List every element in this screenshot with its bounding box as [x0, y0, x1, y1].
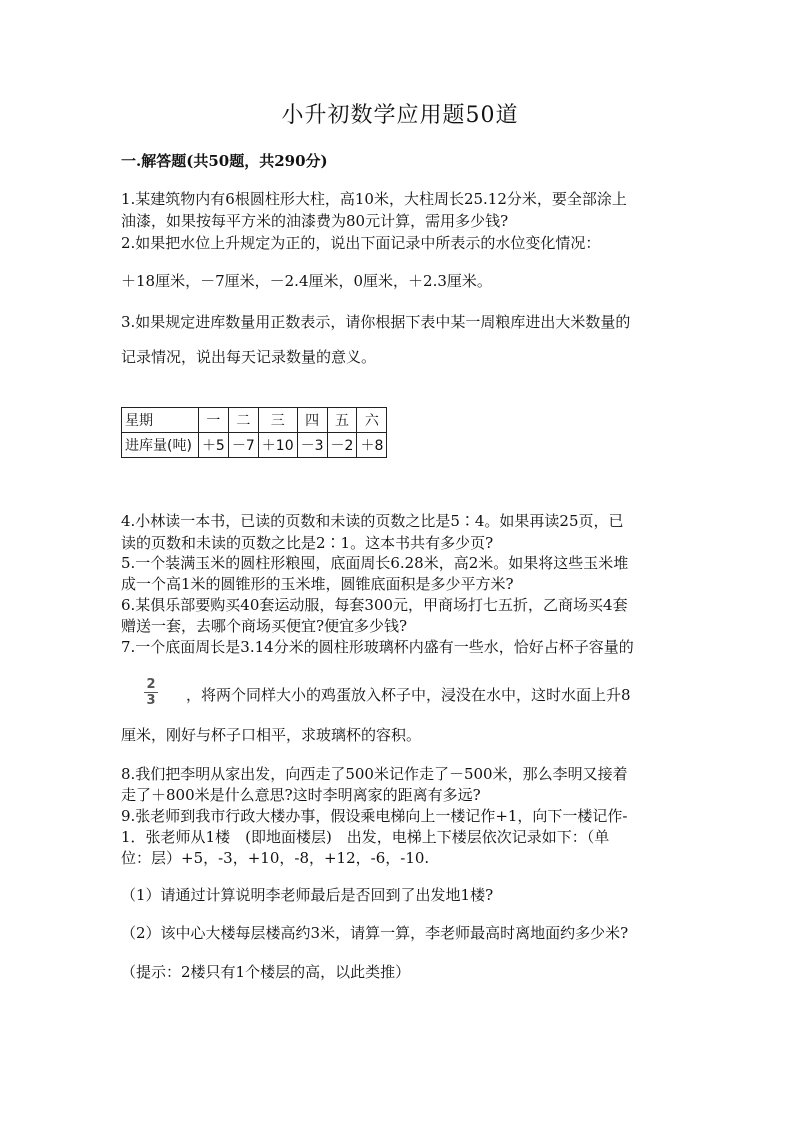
- fraction-denominator: 3: [146, 693, 156, 708]
- q9-hint: （提示：2楼只有1个楼层的高，以此类推）: [121, 963, 411, 981]
- q9-part-2: （2）该中心大楼每层楼高约3米，请算一算，李老师最高时离地面约多少米?: [121, 924, 629, 942]
- q7-line-1: 7.一个底面周长是3.14分米的圆柱形玻璃杯内盛有一些水，恰好占杯子容量的: [121, 638, 634, 656]
- q7-line-2: ，将两个同样大小的鸡蛋放入杯子中，浸没在水中，这时水面上升8: [186, 686, 631, 704]
- q6-line-1: 6.某俱乐部要购买40套运动服，每套300元，甲商场打七五折，乙商场买4套: [121, 596, 628, 614]
- q8-line-2: 走了＋800米是什么意思?这时李明离家的距离有多远?: [121, 786, 481, 804]
- table-value: －3: [297, 433, 327, 458]
- q4-line-1: 4.小林读一本书，已读的页数和未读的页数之比是5∶4。如果再读25页，已: [121, 512, 624, 530]
- table-day: 三: [258, 408, 297, 433]
- table-value: －7: [228, 433, 258, 458]
- q1-line-1: 1.某建筑物内有6根圆柱形大柱，高10米，大柱周长25.12分米，要全部涂上: [121, 190, 627, 208]
- q2-line-2: ＋18厘米，－7厘米，－2.4厘米，0厘米，＋2.3厘米。: [121, 272, 492, 290]
- table-value: ＋8: [357, 433, 387, 458]
- table-row: [122, 433, 387, 458]
- q6-line-2: 赠送一套，去哪个商场买便宜?便宜多少钱?: [121, 617, 408, 635]
- q5-line-2: 成一个高1米的圆锥形的玉米堆，圆锥底面积是多少平方米?: [121, 575, 514, 593]
- table-day: 五: [327, 408, 357, 433]
- q9-line-3: 位：层）+5，-3，+10，-8，+12，-6，-10.: [121, 849, 430, 867]
- q4-line-2: 读的页数和未读的页数之比是2∶1。这本书共有多少页?: [121, 534, 494, 552]
- table-day: 四: [297, 408, 327, 433]
- q5-line-1: 5.一个装满玉米的圆柱形粮囤，底面周长6.28米，高2米。如果将这些玉米堆: [121, 554, 629, 572]
- page-title: 小升初数学应用题50道: [281, 103, 519, 128]
- q3-line-2: 记录情况，说出每天记录数量的意义。: [121, 348, 377, 366]
- q9-line-2: 1．张老师从1楼 (即地面楼层) 出发，电梯上下楼层依次记录如下：（单: [121, 828, 610, 846]
- q9-part-1: （1）请通过计算说明李老师最后是否回到了出发地1楼?: [121, 886, 494, 904]
- section-heading: 一.解答题(共50题，共290分): [121, 152, 328, 170]
- table-value: ＋5: [198, 433, 228, 458]
- table-day: 一: [198, 408, 228, 433]
- q3-line-1: 3.如果规定进库数量用正数表示，请你根据下表中某一周粮库进出大米数量的: [121, 313, 631, 331]
- table-day: 二: [228, 408, 258, 433]
- q2-line-1: 2.如果把水位上升规定为正的，说出下面记录中所表示的水位变化情况：: [121, 234, 601, 252]
- fraction-numerator: 2: [146, 677, 156, 692]
- q1-line-2: 油漆，如果按每平方米的油漆费为80元计算，需用多少钱?: [121, 212, 509, 230]
- q7-line-3: 厘米，刚好与杯子口相平，求玻璃杯的容积。: [121, 726, 422, 744]
- table-header-label: 星期: [122, 408, 199, 433]
- table-value: ＋10: [258, 433, 297, 458]
- fraction-two-thirds: [143, 678, 159, 707]
- q8-line-1: 8.我们把李明从家出发，向西走了500米记作走了－500米，那么李明又接着: [121, 765, 628, 783]
- table-value: －2: [327, 433, 357, 458]
- grain-stock-table: [121, 407, 387, 458]
- table-row: [122, 408, 387, 433]
- table-day: 六: [357, 408, 387, 433]
- table-row-label: 进库量(吨): [122, 433, 199, 458]
- q9-line-1: 9.张老师到我市行政大楼办事，假设乘电梯向上一楼记作+1，向下一楼记作-: [121, 807, 628, 825]
